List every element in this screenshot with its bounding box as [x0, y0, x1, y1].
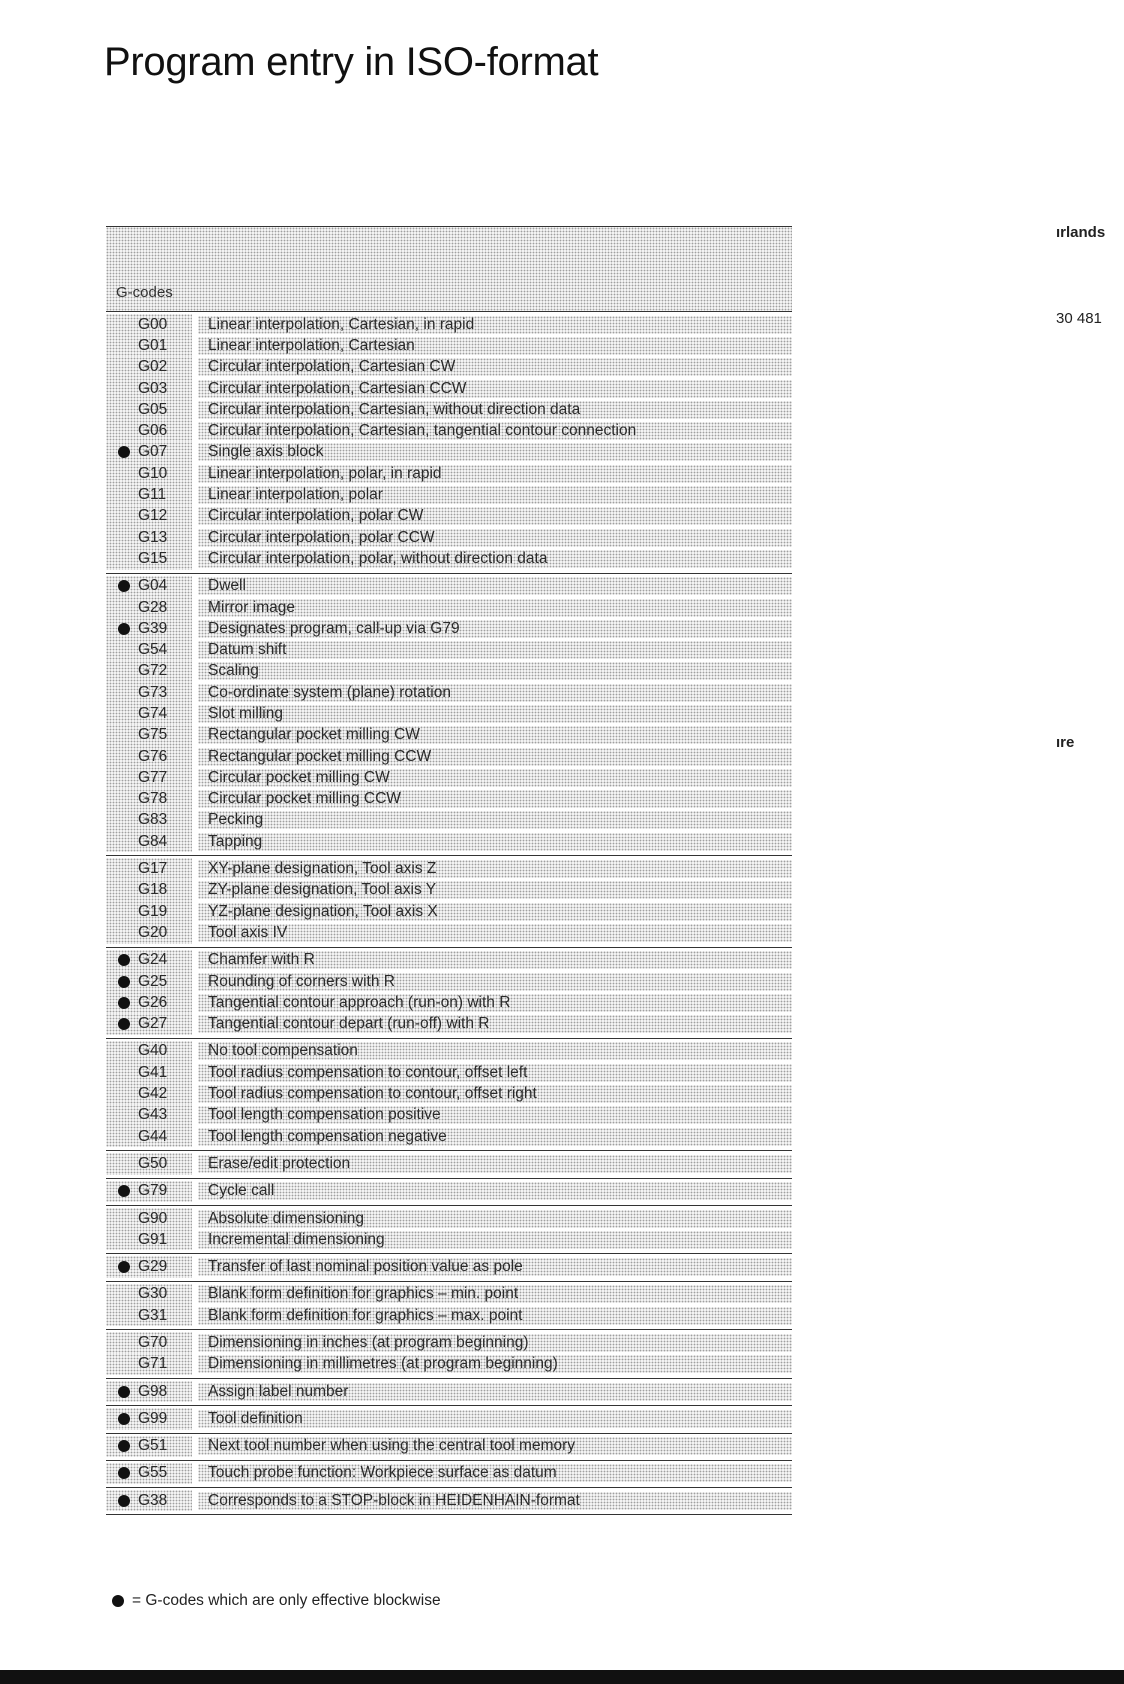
table-row [106, 901, 792, 922]
table-row [106, 1408, 792, 1429]
bullet-icon [118, 623, 130, 635]
code-cell [106, 1126, 192, 1147]
g-code: G00 [138, 315, 168, 333]
code-description: No tool compensation [198, 1042, 792, 1060]
code-description: Linear interpolation, Cartesian [198, 337, 792, 355]
table-row [106, 420, 792, 441]
code-description: Rectangular pocket milling CW [198, 726, 792, 744]
code-cell [106, 1105, 192, 1126]
code-cell [106, 399, 192, 420]
table-row [106, 1181, 792, 1202]
table-row [106, 314, 792, 335]
g-code: G12 [138, 507, 168, 525]
table-row [106, 1153, 792, 1174]
bullet-icon [118, 1440, 130, 1452]
code-description: Chamfer with R [198, 951, 792, 969]
code-cell [106, 789, 192, 810]
bullet-icon [118, 446, 130, 458]
g-code: G27 [138, 1015, 168, 1033]
table-row [106, 1463, 792, 1484]
code-description: Circular interpolation, polar CW [198, 507, 792, 525]
g-code: G04 [138, 577, 168, 595]
g-code: G11 [138, 486, 167, 504]
code-description: Slot milling [198, 705, 792, 723]
g-code: G79 [138, 1182, 168, 1200]
g-code: G29 [138, 1258, 168, 1276]
table-row [106, 1354, 792, 1375]
code-description: Linear interpolation, Cartesian, in rapid [198, 316, 792, 334]
code-cell [106, 901, 192, 922]
code-group [106, 312, 792, 574]
table-row [106, 639, 792, 660]
table-row [106, 1041, 792, 1062]
g-code: G50 [138, 1154, 168, 1172]
code-cell [106, 1305, 192, 1326]
table-row [106, 725, 792, 746]
table-row [106, 1284, 792, 1305]
table-row [106, 1381, 792, 1402]
code-description: Circular pocket milling CW [198, 769, 792, 787]
code-description: Blank form definition for graphics – max. point [198, 1307, 792, 1325]
code-cell [106, 922, 192, 943]
code-description: Dimensioning in inches (at program beginning) [198, 1334, 792, 1352]
code-description: Circular interpolation, polar CCW [198, 529, 792, 547]
code-description: Circular interpolation, polar, without direction data [198, 550, 792, 568]
code-cell [106, 1381, 192, 1402]
code-cell [106, 682, 192, 703]
code-description: Circular interpolation, Cartesian CW [198, 358, 792, 376]
g-code: G71 [138, 1355, 168, 1373]
code-cell [106, 378, 192, 399]
table-row [106, 922, 792, 943]
code-description: Scaling [198, 662, 792, 680]
g-code: G38 [138, 1491, 168, 1509]
code-description: Erase/edit protection [198, 1155, 792, 1173]
table-row [106, 703, 792, 724]
g-code: G70 [138, 1334, 168, 1351]
code-description: Blank form definition for graphics – min. point [198, 1285, 792, 1303]
code-cell [106, 746, 192, 767]
code-cell [106, 725, 192, 746]
code-cell [106, 703, 192, 724]
g-code: G13 [138, 528, 168, 546]
code-description: Tangential contour approach (run-on) with R [198, 994, 792, 1012]
g-code: G72 [138, 662, 168, 680]
code-description: Transfer of last nominal position value as pole [198, 1258, 792, 1276]
table-row [106, 1332, 792, 1353]
g-code: G98 [138, 1382, 168, 1400]
table-row [106, 399, 792, 420]
code-cell [106, 484, 192, 505]
g-code: G99 [138, 1409, 168, 1427]
code-group [106, 948, 792, 1039]
g-code: G06 [138, 422, 168, 440]
g-code: G78 [138, 790, 168, 808]
g-code: G75 [138, 726, 168, 744]
code-cell [106, 335, 192, 356]
code-description: ZY-plane designation, Tool axis Y [198, 881, 792, 899]
code-description: Mirror image [198, 599, 792, 617]
code-description: Circular interpolation, Cartesian, without direction data [198, 401, 792, 419]
code-cell [106, 1284, 192, 1305]
code-group [106, 1254, 792, 1281]
code-description: Rectangular pocket milling CCW [198, 748, 792, 766]
code-description: Cycle call [198, 1182, 792, 1200]
code-group [106, 1330, 792, 1379]
g-code: G01 [138, 336, 168, 354]
code-cell [106, 767, 192, 788]
bullet-icon [118, 1413, 130, 1425]
code-group [106, 1179, 792, 1206]
g-code: G31 [138, 1306, 168, 1324]
code-cell [106, 661, 192, 682]
code-description: Tool length compensation positive [198, 1106, 792, 1124]
code-cell [106, 1153, 192, 1174]
code-description: Touch probe function: Workpiece surface as datum [198, 1464, 792, 1482]
g-code: G10 [138, 464, 168, 482]
code-cell [106, 992, 192, 1013]
table-row [106, 1208, 792, 1229]
code-group [106, 1282, 792, 1331]
g-code: G90 [138, 1209, 168, 1227]
table-row [106, 463, 792, 484]
g-code: G55 [138, 1464, 168, 1482]
code-cell [106, 618, 192, 639]
g-code: G40 [138, 1042, 168, 1060]
code-description: Next tool number when using the central tool memory [198, 1437, 792, 1455]
code-description: Absolute dimensioning [198, 1210, 792, 1228]
g-code: G18 [138, 881, 168, 899]
table-row [106, 1256, 792, 1277]
code-group [106, 1434, 792, 1461]
table-row [106, 1305, 792, 1326]
g-code: G42 [138, 1085, 168, 1103]
table-row [106, 1229, 792, 1250]
code-cell [106, 442, 192, 463]
code-description: Tapping [198, 833, 792, 851]
g-code: G83 [138, 811, 168, 829]
code-cell [106, 1181, 192, 1202]
code-cell [106, 858, 192, 879]
table-row [106, 484, 792, 505]
bullet-icon [118, 1018, 130, 1030]
table-row [106, 831, 792, 852]
g-code: G84 [138, 832, 168, 850]
bullet-icon [118, 954, 130, 966]
code-description: YZ-plane designation, Tool axis X [198, 903, 792, 921]
bullet-icon [118, 997, 130, 1009]
g-code: G19 [138, 902, 168, 920]
code-group [106, 1461, 792, 1488]
code-description: Co-ordinate system (plane) rotation [198, 684, 792, 702]
code-cell [106, 463, 192, 484]
g-code: G25 [138, 972, 168, 990]
code-cell [106, 1463, 192, 1484]
g-codes-table [106, 226, 792, 1515]
table-row [106, 950, 792, 971]
table-row [106, 992, 792, 1013]
code-description: Datum shift [198, 641, 792, 659]
code-cell [106, 357, 192, 378]
code-description: Circular interpolation, Cartesian, tangential contour connection [198, 422, 792, 440]
g-code: G76 [138, 747, 168, 765]
g-code: G03 [138, 379, 168, 397]
table-row [106, 682, 792, 703]
code-cell [106, 831, 192, 852]
table-row [106, 1490, 792, 1511]
table-row [106, 1062, 792, 1083]
table-row [106, 527, 792, 548]
code-description: Tool axis IV [198, 924, 792, 942]
code-description: Linear interpolation, polar [198, 486, 792, 504]
code-cell [106, 1229, 192, 1250]
table-header-label: G-codes [116, 284, 173, 301]
bullet-icon [118, 1467, 130, 1479]
table-row [106, 661, 792, 682]
legend-text: = G-codes which are only effective blockwise [132, 1592, 441, 1609]
table-row [106, 880, 792, 901]
bullet-icon [118, 580, 130, 592]
table-row [106, 548, 792, 569]
table-row [106, 1126, 792, 1147]
code-description: Tangential contour depart (run-off) with R [198, 1015, 792, 1033]
g-code: G15 [138, 549, 168, 567]
legend [112, 1592, 441, 1610]
table-row [106, 576, 792, 597]
table-header [106, 227, 792, 312]
code-group [106, 1206, 792, 1255]
page-edge-bar [0, 1670, 1124, 1684]
code-cell [106, 1354, 192, 1375]
code-group [106, 1488, 792, 1515]
code-cell [106, 880, 192, 901]
code-description: Linear interpolation, polar, in rapid [198, 465, 792, 483]
code-description: Circular pocket milling CCW [198, 790, 792, 808]
cropped-margin-text: ıre [1056, 734, 1075, 751]
code-description: Single axis block [198, 443, 792, 461]
table-row [106, 335, 792, 356]
bullet-icon [118, 1386, 130, 1398]
code-cell [106, 1208, 192, 1229]
g-code: G54 [138, 641, 168, 659]
code-description: Circular interpolation, Cartesian CCW [198, 380, 792, 398]
code-cell [106, 1332, 192, 1353]
code-group [106, 1379, 792, 1406]
g-code: G24 [138, 951, 168, 969]
code-cell [106, 950, 192, 971]
table-row [106, 442, 792, 463]
g-code: G43 [138, 1106, 168, 1124]
table-row [106, 357, 792, 378]
g-code: G91 [138, 1230, 168, 1248]
code-description: XY-plane designation, Tool axis Z [198, 860, 792, 878]
table-row [106, 1105, 792, 1126]
g-code: G39 [138, 619, 168, 637]
code-cell [106, 1490, 192, 1511]
bullet-icon [118, 976, 130, 988]
table-row [106, 597, 792, 618]
table-row [106, 618, 792, 639]
g-code: G77 [138, 768, 168, 786]
code-group [106, 574, 792, 857]
table-row [106, 810, 792, 831]
code-cell [106, 639, 192, 660]
bullet-icon [118, 1261, 130, 1273]
code-description: Incremental dimensioning [198, 1231, 792, 1249]
code-cell [106, 810, 192, 831]
bullet-icon [112, 1595, 124, 1607]
code-cell [106, 1256, 192, 1277]
code-description: Tool radius compensation to contour, offset right [198, 1085, 792, 1103]
g-code: G30 [138, 1285, 168, 1303]
table-row [106, 1083, 792, 1104]
table-row [106, 378, 792, 399]
code-cell [106, 1014, 192, 1035]
code-cell [106, 1436, 192, 1457]
code-description: Pecking [198, 811, 792, 829]
cropped-margin-text: 30 481 [1056, 310, 1102, 327]
code-cell [106, 314, 192, 335]
table-row [106, 789, 792, 810]
g-code: G26 [138, 993, 168, 1011]
g-code: G41 [138, 1063, 168, 1081]
g-code: G07 [138, 443, 168, 461]
code-cell [106, 597, 192, 618]
table-row [106, 506, 792, 527]
code-cell [106, 506, 192, 527]
code-cell [106, 1062, 192, 1083]
table-row [106, 858, 792, 879]
code-description: Designates program, call-up via G79 [198, 620, 792, 638]
code-description: Tool definition [198, 1410, 792, 1428]
code-cell [106, 420, 192, 441]
g-code: G51 [138, 1437, 168, 1455]
code-description: Dwell [198, 577, 792, 595]
code-description: Corresponds to a STOP-block in HEIDENHAIN-format [198, 1492, 792, 1510]
table-row [106, 1014, 792, 1035]
code-cell [106, 1408, 192, 1429]
bullet-icon [118, 1185, 130, 1197]
g-code: G20 [138, 923, 168, 941]
code-description: Tool radius compensation to contour, offset left [198, 1064, 792, 1082]
code-group [106, 1039, 792, 1151]
code-group [106, 1151, 792, 1178]
code-cell [106, 1041, 192, 1062]
code-cell [106, 1083, 192, 1104]
g-code: G17 [138, 860, 168, 878]
g-code: G28 [138, 598, 168, 616]
code-description: Tool length compensation negative [198, 1128, 792, 1146]
page-title: Program entry in ISO-format [104, 40, 599, 84]
code-description: Assign label number [198, 1383, 792, 1401]
code-cell [106, 548, 192, 569]
g-code: G05 [138, 400, 168, 418]
table-row [106, 767, 792, 788]
code-cell [106, 527, 192, 548]
code-group [106, 1406, 792, 1433]
code-description: Rounding of corners with R [198, 973, 792, 991]
bullet-icon [118, 1495, 130, 1507]
table-row [106, 1436, 792, 1457]
code-group [106, 856, 792, 947]
table-row [106, 971, 792, 992]
g-code: G73 [138, 683, 168, 701]
g-code: G44 [138, 1127, 168, 1145]
table-row [106, 746, 792, 767]
g-code: G74 [138, 704, 168, 722]
cropped-margin-text: ırlands [1056, 224, 1106, 241]
code-cell [106, 576, 192, 597]
code-description: Dimensioning in millimetres (at program beginning) [198, 1355, 792, 1373]
code-cell [106, 971, 192, 992]
g-code: G02 [138, 358, 168, 376]
table-body [106, 312, 792, 1515]
